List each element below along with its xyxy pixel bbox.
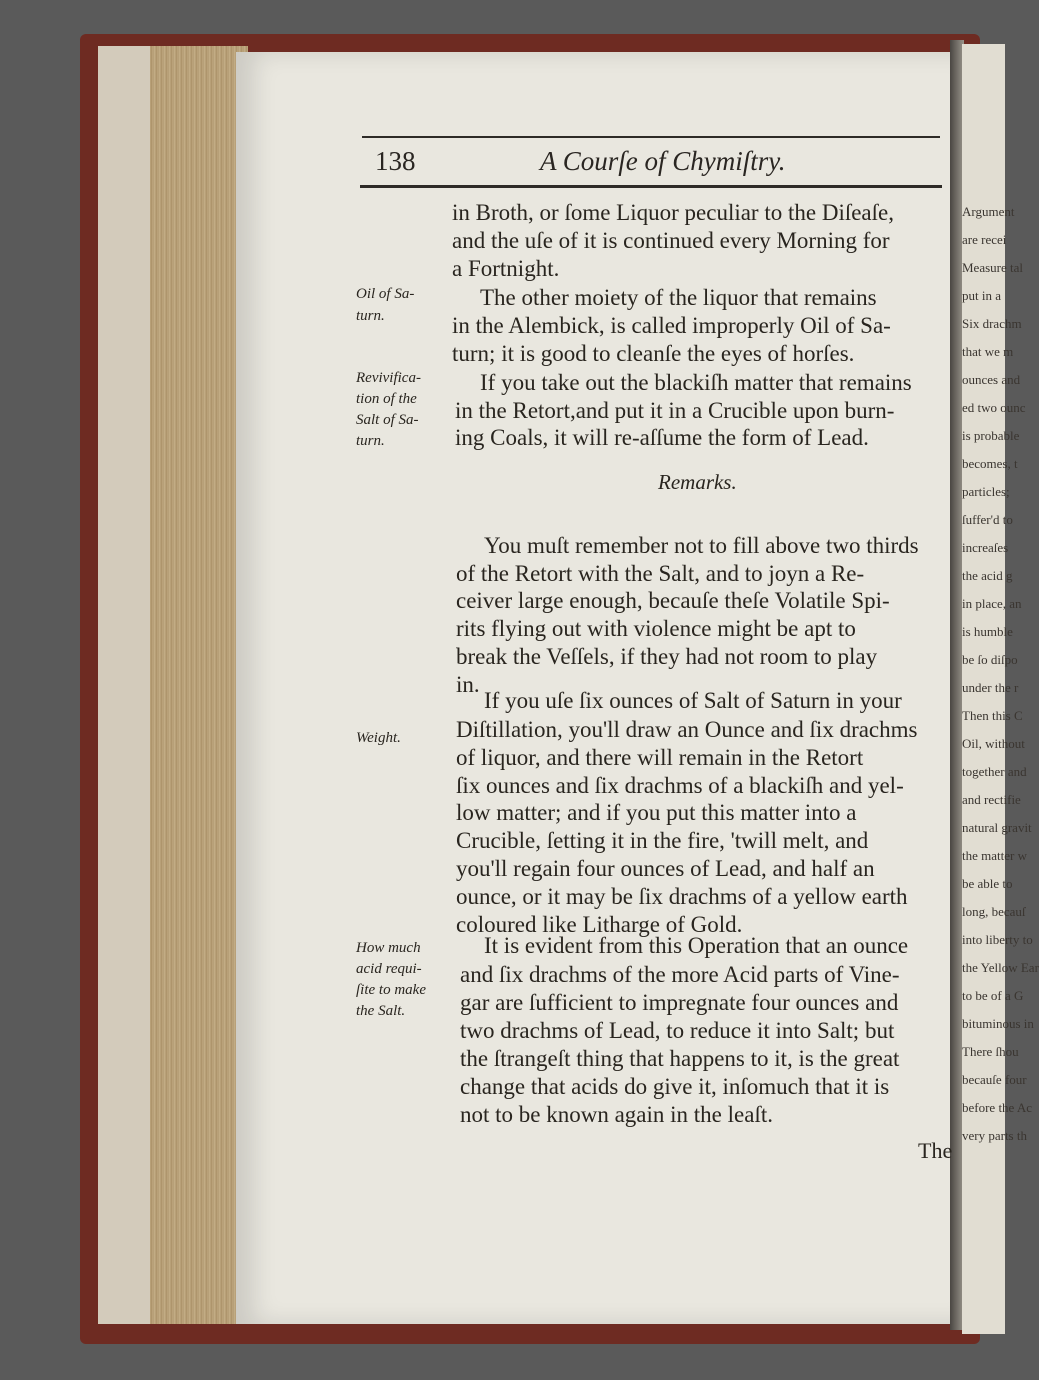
- text-line: rits flying out with violence might be apt to: [456, 616, 856, 641]
- facing-page-fragment: the matter w: [962, 848, 1027, 863]
- text-line: If you uſe ſix ounces of Salt of Saturn in your: [484, 688, 902, 713]
- text-line: two drachms of Lead, to reduce it into Salt; but: [460, 1018, 895, 1043]
- facing-page-fragment: very parts th: [962, 1128, 1027, 1143]
- text-line: ing Coals, it will re-aſſume the form of Lead.: [455, 425, 869, 450]
- margin-note-line: Weight.: [356, 730, 401, 746]
- facing-page-fragment: Six drachm: [962, 316, 1022, 331]
- facing-page-edge: [962, 44, 1039, 1334]
- facing-page-fragment: ed two ounc: [962, 400, 1026, 415]
- text-line: you'll regain four ounces of Lead, and half an: [456, 856, 875, 881]
- text-line: not to be known again in the leaſt.: [460, 1102, 773, 1127]
- facing-page-fragment: under the r: [962, 680, 1019, 695]
- text-line: in Broth, or ſome Liquor peculiar to the Diſeaſe,: [452, 200, 894, 225]
- text-line: and ſix drachms of the more Acid parts of Vine-: [460, 962, 900, 987]
- text-line: Crucible, ſetting it in the fire, 'twill melt, and: [456, 828, 869, 853]
- margin-note-line: acid requi-: [356, 961, 422, 977]
- facing-page-fragment: natural gravit: [962, 820, 1032, 835]
- facing-page-fragment: Then this C: [962, 708, 1023, 723]
- facing-page-fragment: that we m: [962, 344, 1014, 359]
- margin-note-line: Oil of Sa-: [356, 286, 415, 302]
- text-line: in.: [456, 672, 480, 697]
- header-rule-bottom: [360, 185, 942, 188]
- facing-page-fragment: Argument: [962, 204, 1015, 219]
- facing-page-fragment: and rectifie: [962, 792, 1021, 807]
- facing-page-fragment: There ſhou: [962, 1044, 1019, 1059]
- catchword: The: [918, 1138, 953, 1163]
- text-line: coloured like Litharge of Gold.: [456, 912, 743, 937]
- facing-page-fragment: to be of a G: [962, 988, 1024, 1003]
- text-line: in the Alembick, is called improperly Oil of Sa-: [452, 313, 891, 338]
- margin-note-line: Revivifica-: [356, 370, 421, 386]
- facing-page-fragment: is probable: [962, 428, 1020, 443]
- text-line: ceiver large enough, becauſe theſe Volatile Spi-: [456, 588, 890, 613]
- margin-note-line: Salt of Sa-: [356, 412, 419, 428]
- text-line: gar are ſufficient to impregnate four ounces and: [460, 990, 899, 1015]
- facing-page-fragment: particles;: [962, 484, 1010, 499]
- margin-note-line: How much: [356, 940, 421, 956]
- text-line: ſix ounces and ſix drachms of a blackiſh and yel-: [456, 773, 904, 798]
- text-line: a Fortnight.: [452, 256, 560, 281]
- facing-page-fragment: Oil, without: [962, 736, 1025, 751]
- facing-page-fragment: be able to: [962, 876, 1013, 891]
- facing-page-fragment: the Yellow Ear: [962, 960, 1039, 975]
- facing-page-fragment: ſuffer'd to: [962, 512, 1013, 527]
- facing-page-fragment: Measure tal: [962, 260, 1024, 275]
- header-rule-top: [362, 136, 940, 138]
- facing-page-fragment: put in a: [962, 288, 1001, 303]
- facing-page-fragment: be ſo diſpo: [962, 652, 1018, 667]
- margin-note-line: tion of the: [356, 391, 417, 407]
- facing-page-fragment: into liberty to: [962, 932, 1033, 947]
- margin-note-line: the Salt.: [356, 1003, 406, 1019]
- margin-note-line: ſite to make: [356, 982, 426, 998]
- facing-page-fragment: is humble: [962, 624, 1013, 639]
- facing-page-fragment: before the Ac: [962, 1100, 1033, 1115]
- text-line: of the Retort with the Salt, and to joyn a Re-: [456, 561, 865, 586]
- facing-page-fragment: bituminous in: [962, 1016, 1034, 1031]
- facing-page-fragment: long, becauſ: [962, 904, 1026, 919]
- running-title: A Courſe of Chymiſtry.: [540, 146, 786, 176]
- text-line: in the Retort,and put it in a Crucible upon burn-: [455, 398, 895, 423]
- text-line: If you take out the blackiſh matter that remains: [480, 370, 912, 395]
- facing-page-fragment: becauſe four: [962, 1072, 1027, 1087]
- text-line: You muſt remember not to fill above two thirds: [484, 533, 919, 558]
- margin-note-line: turn.: [356, 308, 385, 324]
- facing-page-fragment: increaſes: [962, 540, 1009, 555]
- facing-page-fragment: becomes, t: [962, 456, 1018, 471]
- text-line: The other moiety of the liquor that remains: [480, 285, 877, 310]
- text-line: of liquor, and there will remain in the Retort: [456, 745, 864, 770]
- text-line: turn; it is good to cleanſe the eyes of horſes.: [452, 341, 855, 366]
- text-line: It is evident from this Operation that an ounce: [484, 933, 909, 958]
- text-line: break the Veſſels, if they had not room to play: [456, 644, 878, 669]
- facing-page-fragment: together and: [962, 764, 1027, 779]
- text-line: and the uſe of it is continued every Morning for: [452, 228, 890, 253]
- facing-page-fragment: the acid g: [962, 568, 1013, 583]
- facing-page-fragment: ounces and: [962, 372, 1021, 387]
- text-line: low matter; and if you put this matter into a: [456, 800, 857, 825]
- facing-page-fragment: in place, an: [962, 596, 1022, 611]
- section-heading: Remarks.: [658, 470, 737, 494]
- text-line: change that acids do give it, inſomuch that it is: [460, 1074, 890, 1099]
- text-line: Diſtillation, you'll draw an Ounce and ſix drachms: [456, 717, 918, 742]
- facing-page-fragment: are recei: [962, 232, 1007, 247]
- text-line: ounce, or it may be ſix drachms of a yellow earth: [456, 884, 908, 909]
- text-line: the ſtrangeſt thing that happens to it, is the great: [460, 1046, 900, 1071]
- margin-note-line: turn.: [356, 433, 385, 449]
- endpaper: [98, 46, 150, 1324]
- page-number: 138: [375, 146, 416, 176]
